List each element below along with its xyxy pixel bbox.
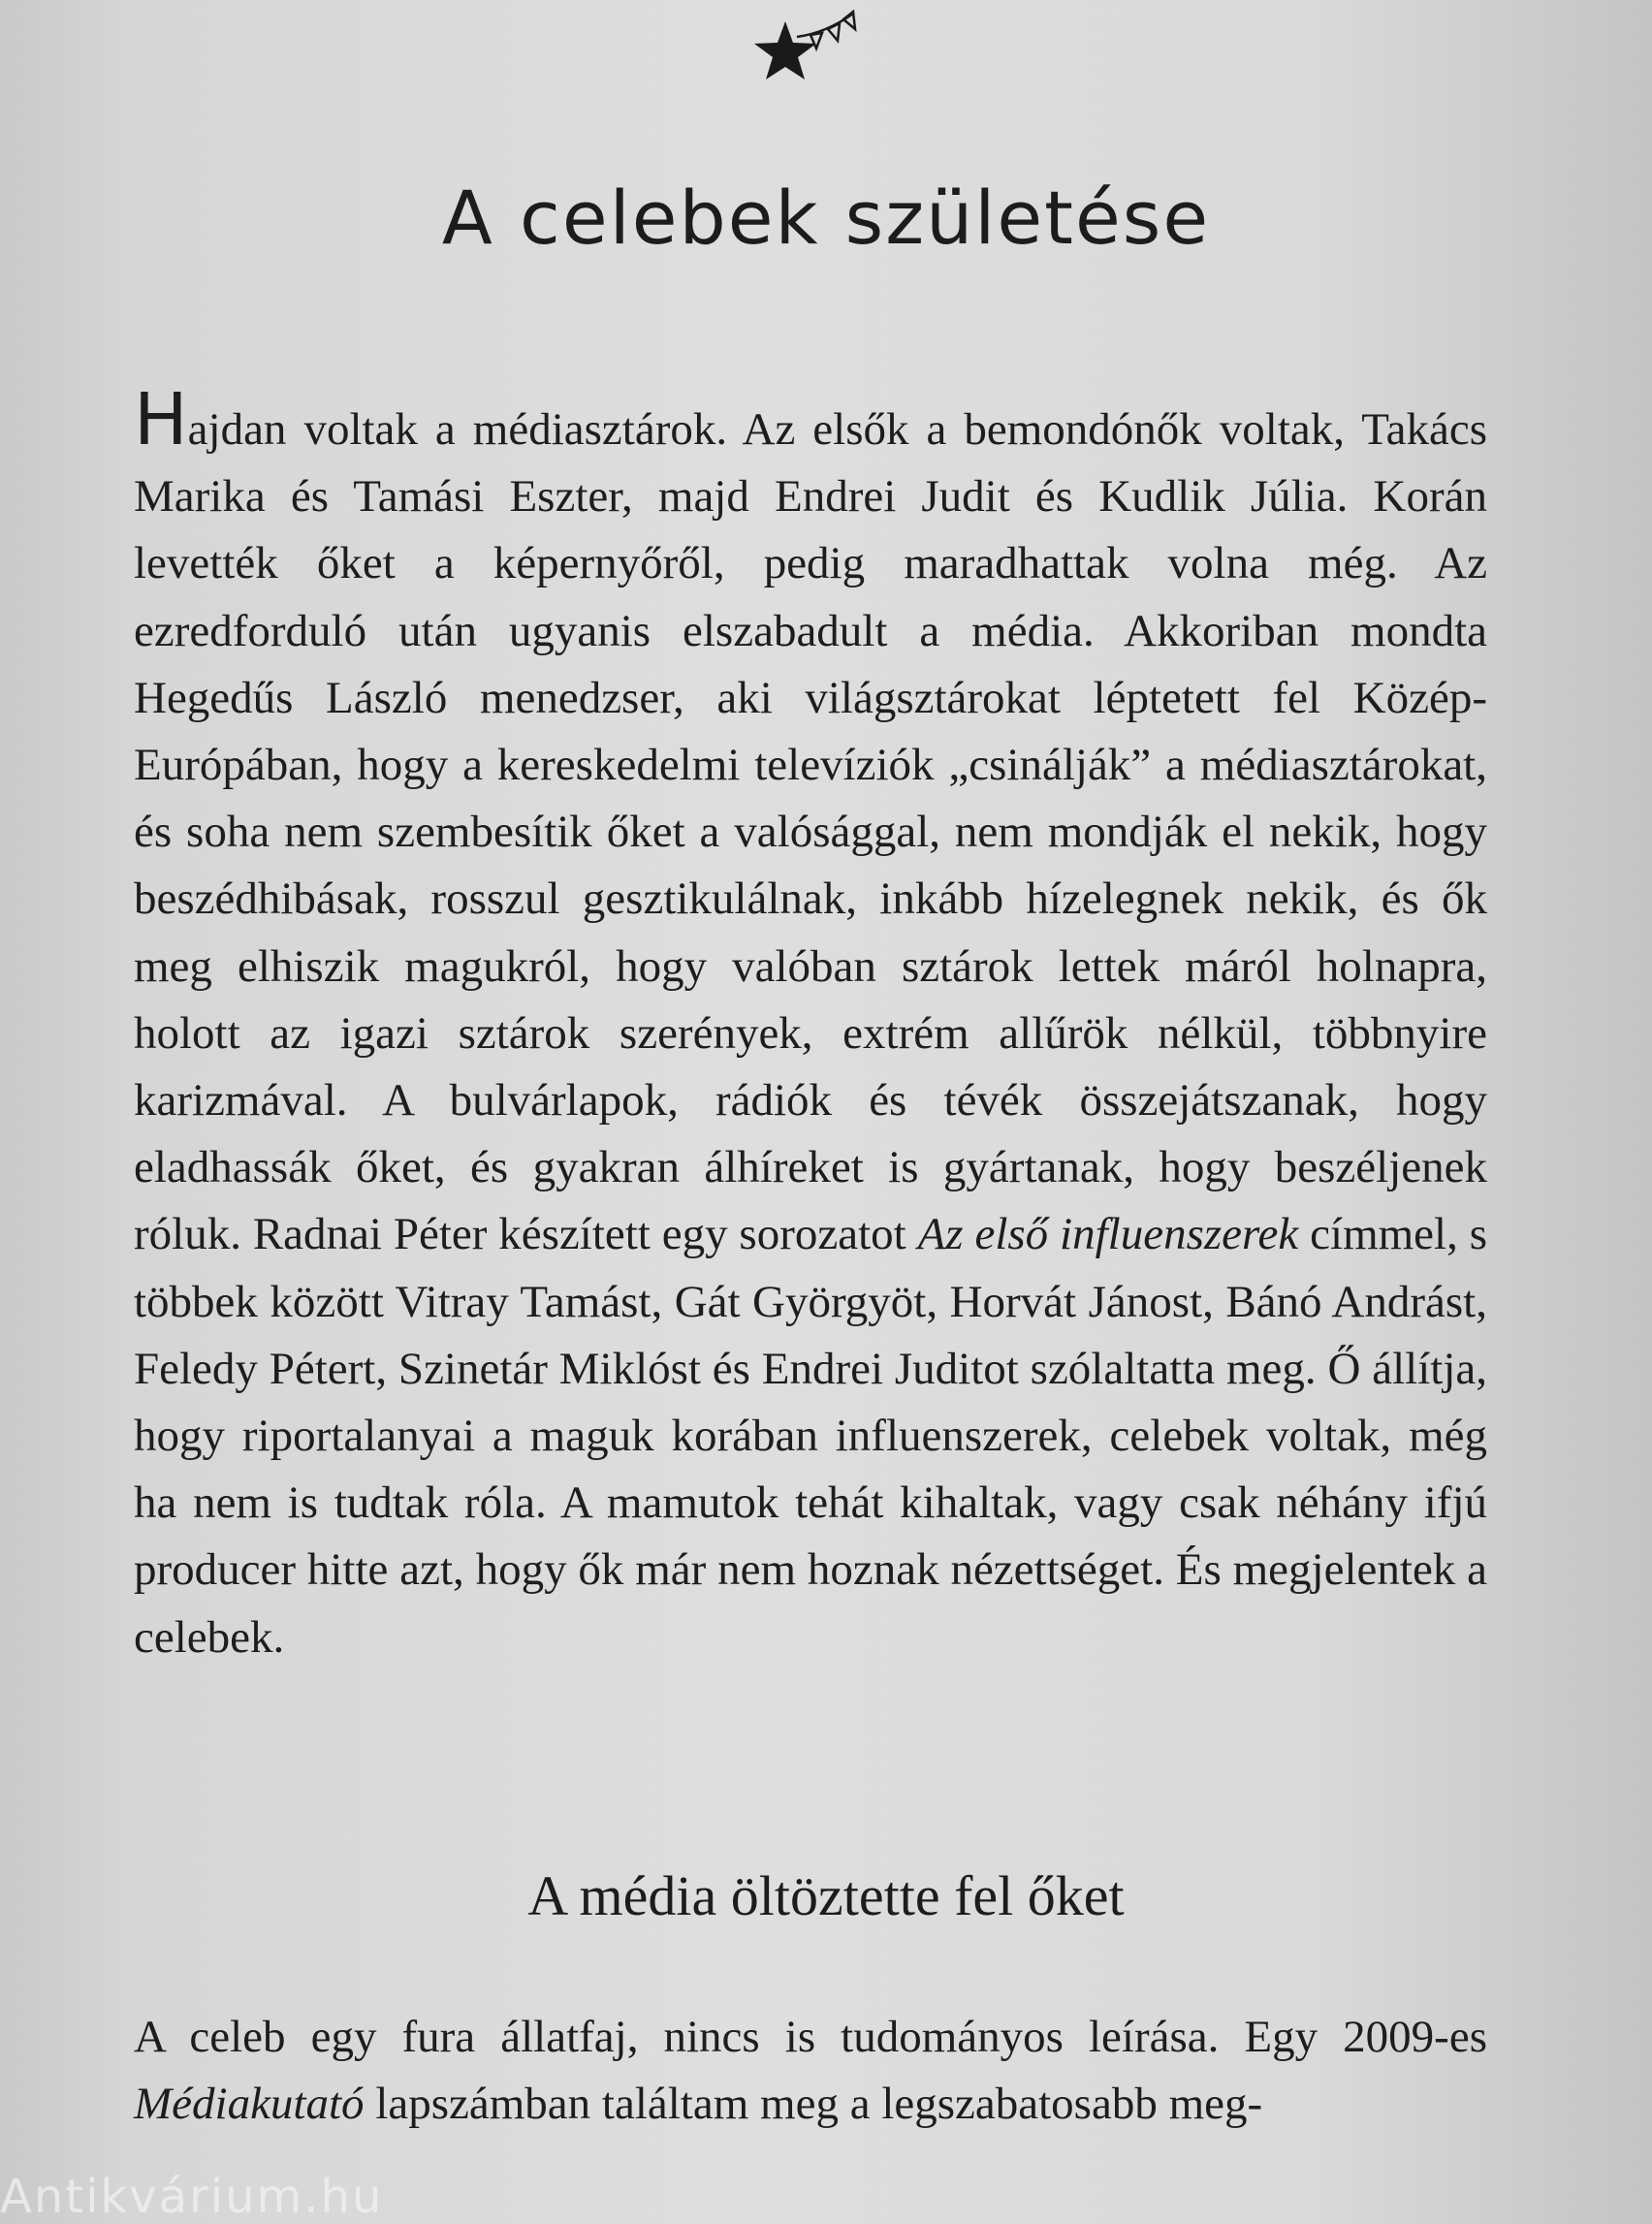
paragraph-1-text-a: ajdan voltak a médiasztárok. Az elsők a bemondónők voltak, Takács Marika és Tamási Eszter, majd Endrei Judit és Kudlik Júlia. Korán levették őket a képernyőről, pedig maradhattak volna még. Az ezredforduló után ugyanis elszabadult a média. Akkoriban mondta Hegedűs László menedzser, aki világsztárokat léptetett fel Közép-Európában, hogy a kereskedelmi televíziók „csinálják” a médiasztárokat, és soha nem szembesítik őket a valósággal, nem mondják el nekik, hogy beszédhibásak, rosszul gesztikulálnak, inkább hízelegnek nekik, és ők meg elhiszik magukról, hogy valóban sztárok lettek máról holnapra, holott az igazi sztárok szerények, extrém allűrök nélkül, többnyire karizmával. A bulvárlapok, rádiók és tévék összejátszanak, hogy eladhassák őket, és gyakran álhíreket is gyártanak, hogy beszéljenek róluk. Radnai Péter készített egy sorozatot	[134, 404, 1487, 1260]
body-paragraph-1	[134, 378, 1488, 1671]
chapter-title: A celebek születése	[441, 175, 1211, 261]
journal-title-italic: Médiakutató	[134, 2079, 365, 2130]
watermark: Antikvárium.hu	[0, 2170, 384, 2224]
paragraph-1-text-b: címmel, s többek között Vitray Tamást, Gát Györgyöt, Horvát Jánost, Bánó Andrást, Feledy Pétert, Szinetár Miklóst és Endrei Juditot szólaltatta meg. Ő állítja, hogy riportalanyai a maguk korában influenszerek, celebek voltak, még ha nem is tudtak róla. A mamutok tehát kihaltak, vagy csak néhány ifjú producer hitte azt, hogy ők már nem hoznak nézettséget. És megjelentek a celebek.	[134, 1209, 1488, 1663]
paragraph-2-text-a: A celeb egy fura állatfaj, nincs is tudományos leírása. Egy 2009-es	[134, 2012, 1487, 2062]
body-paragraph-2	[134, 2004, 1487, 2138]
series-title-italic: Az első influenszerek	[917, 1209, 1299, 1260]
drop-cap: H	[134, 378, 188, 461]
section-heading: A média öltöztette fel őket	[527, 1864, 1125, 1927]
paragraph-2-text-b: lapszámban találtam meg a legszabatosabb meg-	[364, 2079, 1263, 2130]
star-bunting-icon	[729, 0, 904, 87]
